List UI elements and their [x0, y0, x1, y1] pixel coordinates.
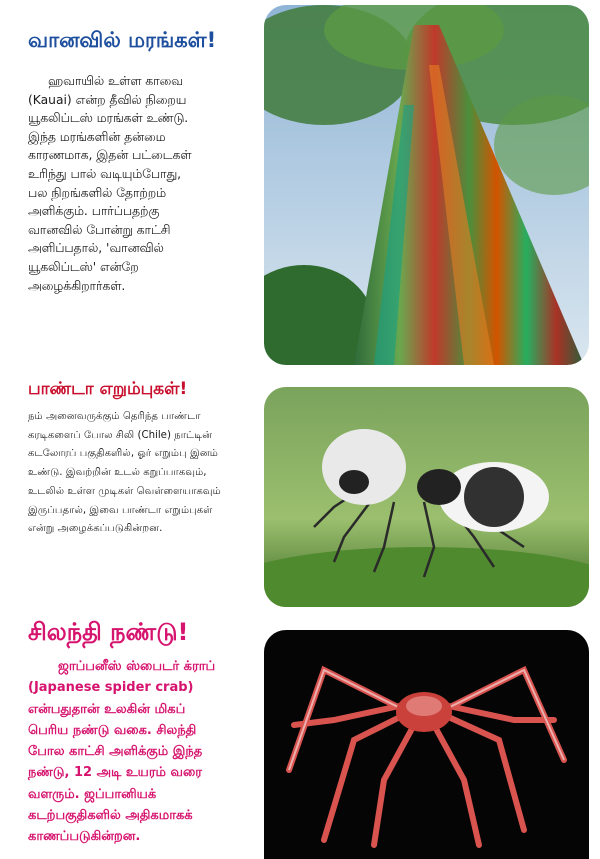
body-line: என்று அழைக்கப்படுகின்றன. [28, 523, 163, 535]
body-line: அளிப்பதால், 'வானவில் [28, 241, 164, 256]
body-line: கடலோரப் பகுதிகளில், ஓர் எறும்பு இனம் [28, 448, 218, 460]
section-body [28, 656, 260, 848]
section-panda-ants [0, 375, 600, 610]
body-line: போல காட்சி அளிக்கும் இந்த [28, 744, 203, 760]
body-line: இந்த மரங்களின் தன்மை [28, 129, 166, 144]
body-line: (Japanese spider crab) [28, 680, 194, 696]
body-line: காரணமாக, இதன் பட்டைகள் [28, 148, 192, 163]
body-line: அளிக்கும். பார்ப்பதற்கு [28, 204, 160, 219]
body-line: நண்டு, 12 அடி உயரம் வரை [28, 765, 202, 781]
body-line: அழைக்கிறார்கள். [28, 278, 126, 293]
body-line: கடற்பகுதிகளில் அதிகமாகக் [28, 808, 193, 824]
section-body [28, 72, 250, 295]
body-line: நம் அனைவருக்கும் தெரிந்த பாண்டா [28, 411, 201, 422]
section-title: பாண்டா எறும்புகள்! [28, 379, 188, 399]
panda-ant-photo [264, 387, 589, 607]
body-line: ஹவாயில் உள்ள காவை [48, 74, 183, 88]
body-line: உண்டு. இவற்றின் உடல் கறுப்பாகவும், [28, 467, 207, 479]
body-line: இருப்பதால், இவை பாண்டா எறும்புகள் [28, 504, 213, 516]
body-line: ஜாப்பனீஸ் ஸ்பைடர் க்ராப் [58, 659, 216, 674]
section-spider-crab [0, 610, 600, 859]
body-line: என்பதுதான் உலகின் மிகப் [28, 701, 186, 717]
body-line: கரடிகளைப் போல சிலி (Chile) நாட்டின் [28, 429, 213, 441]
body-line: பெரிய நண்டு வகை. சிலந்தி [28, 722, 197, 738]
body-line: வானவில் போன்று காட்சி [28, 222, 171, 237]
spider-crab-photo [264, 630, 589, 859]
body-line: உடலில் உள்ள முடிகள் வெள்ளையாகவும் [28, 485, 221, 497]
body-line: காணப்படுகின்றன. [28, 829, 141, 845]
body-line: வளரும். ஜப்பானியக் [28, 786, 157, 802]
body-line: (Kauai) என்ற தீவில் நிறைய [28, 92, 187, 107]
body-line: பல நிறங்களில் தோற்றம் [28, 185, 166, 200]
section-title: சிலந்தி நண்டு! [28, 618, 189, 646]
body-line: உரிந்து பால் வடியும்போது, [28, 166, 182, 181]
section-title: வானவில் மரங்கள்! [28, 28, 217, 52]
body-line: யூகலிப்டஸ்' என்றே [28, 259, 139, 274]
body-line: யூகலிப்டஸ் மரங்கள் உண்டு. [28, 111, 189, 126]
section-body [28, 408, 253, 539]
section-rainbow-trees [0, 0, 600, 375]
rainbow-eucalyptus-photo [264, 5, 589, 365]
